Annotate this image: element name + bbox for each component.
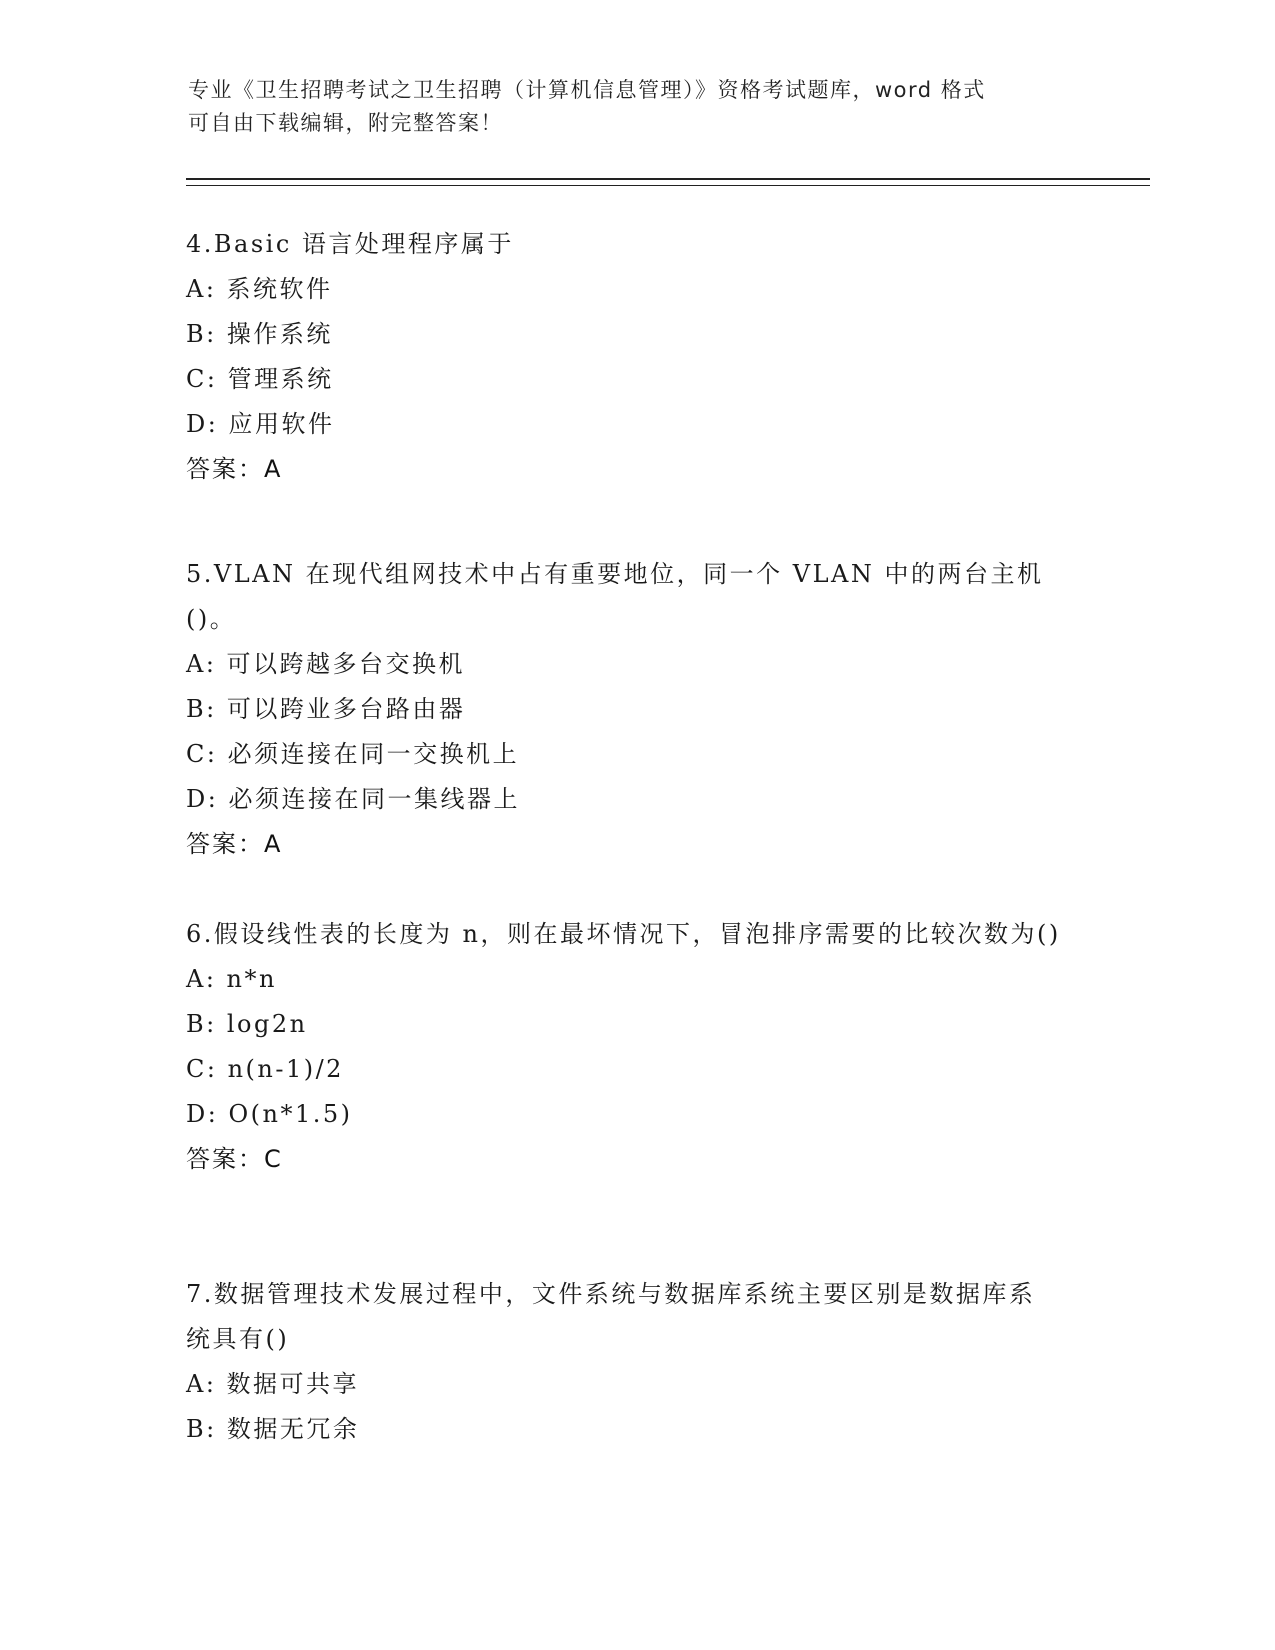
header-line-2: 可自由下载编辑，附完整答案！ — [188, 111, 503, 135]
option-a: A: 数据可共享 — [186, 1370, 360, 1398]
answer: 答案：A — [186, 455, 283, 483]
question-stem: 6.假设线性表的长度为 n，则在最坏情况下，冒泡排序需要的比较次数为() — [186, 920, 1061, 948]
option-d: D: 应用软件 — [186, 410, 335, 438]
option-d: D: O(n*1.5) — [186, 1100, 353, 1128]
answer: 答案：A — [186, 830, 283, 858]
question-7 — [186, 1272, 1046, 1452]
header-line-1: 专业《卫生招聘考试之卫生招聘（计算机信息管理）》资格考试题库，word 格式 — [188, 78, 986, 102]
question-4 — [186, 222, 1086, 492]
option-b: B: 操作系统 — [186, 320, 333, 348]
option-b: B: log2n — [186, 1010, 308, 1038]
question-stem: 7.数据管理技术发展过程中，文件系统与数据库系统主要区别是数据库系统具有() — [186, 1280, 1036, 1353]
question-5 — [186, 552, 1046, 867]
option-c: C: 管理系统 — [186, 365, 334, 393]
question-6 — [186, 912, 1066, 1182]
answer: 答案：C — [186, 1145, 283, 1173]
option-c: C: 必须连接在同一交换机上 — [186, 740, 520, 768]
option-d: D: 必须连接在同一集线器上 — [186, 785, 520, 813]
option-b: B: 数据无冗余 — [186, 1415, 360, 1443]
header-divider — [186, 178, 1150, 186]
option-a: A: 系统软件 — [186, 275, 333, 303]
option-a: A: 可以跨越多台交换机 — [186, 650, 466, 678]
option-a: A: n*n — [186, 965, 277, 993]
option-c: C: n(n-1)/2 — [186, 1055, 344, 1083]
document-header — [188, 74, 1088, 140]
option-b: B: 可以跨业多台路由器 — [186, 695, 466, 723]
question-stem: 4.Basic 语言处理程序属于 — [186, 230, 514, 258]
question-stem: 5.VLAN 在现代组网技术中占有重要地位，同一个 VLAN 中的两台主机()。 — [186, 560, 1044, 633]
